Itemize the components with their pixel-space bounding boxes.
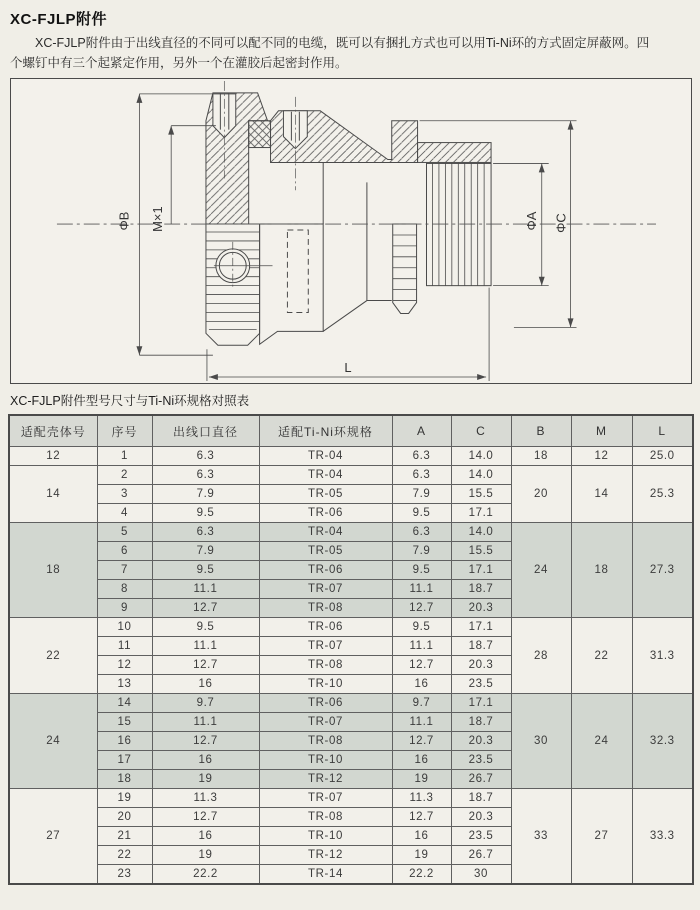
ti-ni-ring-cell: TR-12 [259,846,392,865]
dim-b-cell: 30 [511,694,571,789]
dim-c-cell: 30 [451,865,511,885]
outlet-diameter-cell: 19 [152,770,259,789]
intro-paragraph [10,34,695,73]
connector-cross-section-drawing [11,79,691,383]
dim-l-cell: 25.0 [632,447,693,466]
dim-label-length: L [344,360,352,376]
shell-size-cell: 12 [9,447,97,466]
index-cell: 18 [97,770,152,789]
ti-ni-ring-cell: TR-04 [259,447,392,466]
ti-ni-ring-cell: TR-10 [259,751,392,770]
dim-l-cell: 25.3 [632,466,693,523]
dim-m-cell: 22 [571,618,632,694]
ti-ni-ring-cell: TR-05 [259,485,392,504]
outlet-diameter-cell: 16 [152,675,259,694]
dim-b-cell: 24 [511,523,571,618]
dim-a-cell: 9.5 [392,618,451,637]
dim-c-cell: 17.1 [451,694,511,713]
dim-c-cell: 14.0 [451,447,511,466]
dim-b-cell: 18 [511,447,571,466]
dim-c-cell: 20.3 [451,732,511,751]
index-cell: 12 [97,656,152,675]
ti-ni-ring-cell: TR-04 [259,466,392,485]
dim-a-cell: 12.7 [392,656,451,675]
outlet-diameter-cell: 6.3 [152,466,259,485]
index-cell: 9 [97,599,152,618]
table-row [9,466,693,485]
ti-ni-ring-cell: TR-08 [259,732,392,751]
clamp-segments [393,235,417,301]
dim-label-m-x1: M×1 [150,206,166,232]
dim-a-cell: 16 [392,675,451,694]
ti-ni-ring-cell: TR-14 [259,865,392,885]
index-cell: 3 [97,485,152,504]
dim-c-cell: 18.7 [451,580,511,599]
dim-c-cell: 14.0 [451,523,511,542]
ti-ni-ring-cell: TR-04 [259,523,392,542]
dim-c-cell: 17.1 [451,561,511,580]
outlet-diameter-cell: 9.5 [152,618,259,637]
ti-ni-ring-cell: TR-05 [259,542,392,561]
index-cell: 5 [97,523,152,542]
outlet-diameter-cell: 9.5 [152,504,259,523]
dim-l-cell: 33.3 [632,789,693,885]
dim-c-cell: 26.7 [451,846,511,865]
dim-l-cell: 32.3 [632,694,693,789]
table-row [9,618,693,637]
index-cell: 11 [97,637,152,656]
paragraph-line-2: 个螺钉中有三个起紧定作用，另外一个在灌胶后起密封作用。 [10,55,348,70]
dim-b-cell: 33 [511,789,571,885]
index-cell: 16 [97,732,152,751]
dim-c-cell: 20.3 [451,599,511,618]
dim-m-cell: 27 [571,789,632,885]
column-header: L [632,415,693,447]
outlet-diameter-cell: 7.9 [152,485,259,504]
middle-body [260,224,324,344]
index-cell: 21 [97,827,152,846]
outlet-diameter-cell: 16 [152,827,259,846]
table-row [9,789,693,808]
dim-c-cell: 18.7 [451,789,511,808]
dim-m-cell: 12 [571,447,632,466]
ti-ni-ring-cell: TR-06 [259,694,392,713]
dim-a-cell: 12.7 [392,732,451,751]
dim-b-cell: 20 [511,466,571,523]
dim-a-cell: 9.5 [392,561,451,580]
drawing-frame [10,78,692,384]
shell-size-cell: 24 [9,694,97,789]
dim-m-cell: 24 [571,694,632,789]
ti-ni-ring-cell: TR-08 [259,656,392,675]
outlet-diameter-cell: 11.3 [152,789,259,808]
index-cell: 1 [97,447,152,466]
outlet-diameter-cell: 6.3 [152,447,259,466]
column-header: 适配壳体号 [9,415,97,447]
paragraph-line-1: XC-FJLP附件由于出线直径的不同可以配不同的电缆，既可以有捆扎方式也可以用Ti-Ni环的方式固定屏蔽网。四 [35,36,650,50]
outlet-diameter-cell: 11.1 [152,580,259,599]
dim-a-cell: 22.2 [392,865,451,885]
dim-a-cell: 11.1 [392,580,451,599]
outlet-diameter-cell: 12.7 [152,808,259,827]
ti-ni-ring-cell: TR-06 [259,561,392,580]
hidden-slot-dashed [287,230,308,312]
ti-ni-ring-cell: TR-07 [259,713,392,732]
ti-ni-ring-cell: TR-12 [259,770,392,789]
dim-l-cell: 27.3 [632,523,693,618]
index-cell: 23 [97,865,152,885]
clamp-ring [393,224,417,313]
dim-a-cell: 11.1 [392,713,451,732]
outlet-diameter-cell: 11.1 [152,713,259,732]
table-row [9,523,693,542]
seal-ring-section [249,121,271,148]
outlet-diameter-cell: 12.7 [152,599,259,618]
dim-label-phi-c: ΦC [553,213,569,233]
dim-c-cell: 18.7 [451,713,511,732]
dim-c-cell: 15.5 [451,542,511,561]
dim-a-cell: 12.7 [392,599,451,618]
ti-ni-ring-cell: TR-08 [259,599,392,618]
shell-size-cell: 14 [9,466,97,523]
dim-c-cell: 20.3 [451,656,511,675]
index-cell: 7 [97,561,152,580]
outlet-diameter-cell: 12.7 [152,732,259,751]
column-header: 出线口直径 [152,415,259,447]
outlet-diameter-cell: 12.7 [152,656,259,675]
ti-ni-ring-cell: TR-08 [259,808,392,827]
dim-a-cell: 19 [392,770,451,789]
dim-a-cell: 6.3 [392,447,451,466]
ti-ni-ring-cell: TR-06 [259,504,392,523]
dim-c-cell: 15.5 [451,485,511,504]
header-row [9,415,693,447]
dim-c-cell: 20.3 [451,808,511,827]
dim-c-cell: 18.7 [451,637,511,656]
dim-c-cell: 14.0 [451,466,511,485]
dim-a-cell: 11.1 [392,637,451,656]
dim-label-phi-a: ΦA [523,211,539,231]
index-cell: 10 [97,618,152,637]
index-cell: 19 [97,789,152,808]
column-header: C [451,415,511,447]
table-row [9,447,693,466]
dim-l-cell: 31.3 [632,618,693,694]
thread-lines [432,163,484,285]
shell-size-cell: 18 [9,523,97,618]
ti-ni-ring-cell: TR-10 [259,675,392,694]
column-header: 适配Ti-Ni环规格 [259,415,392,447]
dim-c-cell: 23.5 [451,675,511,694]
dim-a-cell: 11.3 [392,789,451,808]
dim-phi-a [493,163,549,285]
index-cell: 13 [97,675,152,694]
dim-c-cell: 17.1 [451,504,511,523]
index-cell: 17 [97,751,152,770]
spec-table [8,414,694,885]
index-cell: 4 [97,504,152,523]
dim-label-phi-b: ΦB [116,211,132,231]
dim-c-cell: 23.5 [451,827,511,846]
outlet-diameter-cell: 19 [152,846,259,865]
section-upper-half [206,93,491,224]
dim-a-cell: 6.3 [392,466,451,485]
interior-edges [323,162,367,224]
dim-c-cell: 23.5 [451,751,511,770]
dim-a-cell: 16 [392,827,451,846]
ti-ni-ring-cell: TR-10 [259,827,392,846]
index-cell: 20 [97,808,152,827]
dimension-lines [139,94,576,381]
index-cell: 8 [97,580,152,599]
ti-ni-ring-cell: TR-07 [259,789,392,808]
page-title: XC-FJLP附件 [10,11,108,28]
index-cell: 6 [97,542,152,561]
outlet-diameter-cell: 7.9 [152,542,259,561]
ti-ni-ring-cell: TR-07 [259,637,392,656]
outlet-diameter-cell: 22.2 [152,865,259,885]
column-header: B [511,415,571,447]
index-cell: 2 [97,466,152,485]
column-header: A [392,415,451,447]
ti-ni-ring-cell: TR-07 [259,580,392,599]
dim-b-cell: 28 [511,618,571,694]
dim-a-cell: 7.9 [392,485,451,504]
dim-m-cell: 18 [571,523,632,618]
outlet-diameter-cell: 6.3 [152,523,259,542]
index-cell: 14 [97,694,152,713]
outlet-diameter-cell: 9.7 [152,694,259,713]
threaded-tail [427,163,492,285]
dim-c-cell: 26.7 [451,770,511,789]
index-cell: 22 [97,846,152,865]
dim-a-cell: 19 [392,846,451,865]
table-row [9,694,693,713]
outlet-diameter-cell: 9.5 [152,561,259,580]
column-header: M [571,415,632,447]
ti-ni-ring-cell: TR-06 [259,618,392,637]
table-caption: XC-FJLP附件型号尺寸与Ti-Ni环规格对照表 [10,394,250,408]
column-header: 序号 [97,415,152,447]
dim-a-cell: 12.7 [392,808,451,827]
dim-c-cell: 17.1 [451,618,511,637]
shell-size-cell: 27 [9,789,97,885]
shell-size-cell: 22 [9,618,97,694]
outlet-diameter-cell: 16 [152,751,259,770]
dim-a-cell: 7.9 [392,542,451,561]
dim-a-cell: 9.5 [392,504,451,523]
index-cell: 15 [97,713,152,732]
dim-a-cell: 6.3 [392,523,451,542]
outlet-diameter-cell: 11.1 [152,637,259,656]
cone-slope [323,224,392,331]
dim-a-cell: 9.7 [392,694,451,713]
dim-a-cell: 16 [392,751,451,770]
dim-m-cell: 14 [571,466,632,523]
sleeve-section [418,143,492,163]
